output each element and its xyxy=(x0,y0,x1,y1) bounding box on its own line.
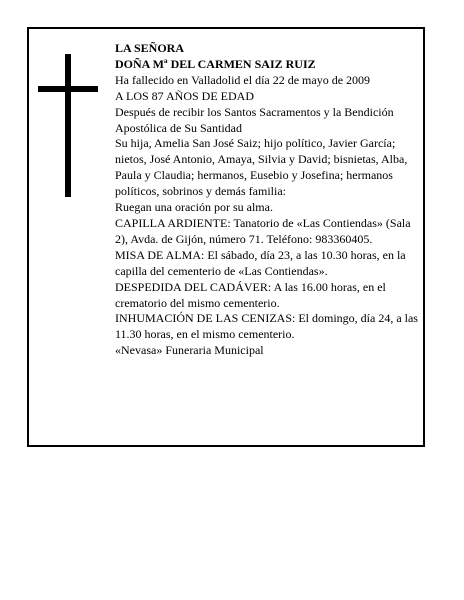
chapel-label: CAPILLA ARDIENTE: xyxy=(115,215,231,230)
chapel-paragraph xyxy=(115,216,425,248)
sacraments-line: Después de recibir los Santos Sacramentos y la Bendición Apostólica de Su Santidad xyxy=(115,104,394,135)
mass-paragraph xyxy=(115,248,425,280)
heading-title: LA SEÑORA xyxy=(115,41,185,55)
chapel-text: Tanatorio de «Las Contiendas» (Sala 2), Avda. de Gijón, número 71. Teléfono: 983360405. xyxy=(115,215,411,246)
age-line: A LOS 87 AÑOS DE EDAD xyxy=(115,88,255,103)
farewell-text: A las 16.00 horas, en el crematorio del mismo cementerio. xyxy=(115,279,386,310)
farewell-paragraph xyxy=(115,280,425,312)
mass-text: El sábado, día 23, a las 10.30 horas, en la capilla del cementerio de «Las Contiendas». xyxy=(115,247,406,278)
prayer-line: Ruegan una oración por su alma. xyxy=(115,200,273,215)
family-line: Su hija, Amelia San José Saiz; hijo político, Javier García; nietos, José Antonio, Amaya, Silvia y David; bisnietas, Alba, Paula y Claudia; hermanos, Eusebio y Josefina; hermanos políticos, sobrinos y demás familia: xyxy=(115,136,408,199)
death-line: Ha fallecido en Valladolid el día 22 de mayo de 2009 xyxy=(115,72,371,87)
cross-horizontal-bar xyxy=(38,86,98,92)
deceased-name: DOÑA Mª DEL CARMEN SAIZ RUIZ xyxy=(115,56,316,71)
cross-vertical-bar xyxy=(65,54,71,197)
burial-paragraph xyxy=(115,311,425,343)
cross-icon xyxy=(38,54,98,197)
funeral-home: «Nevasa» Funeraria Municipal xyxy=(115,343,264,358)
burial-text: El domingo, día 24, a las 11.30 horas, en el mismo cementerio. xyxy=(115,311,418,342)
burial-label: INHUMACIÓN DE LAS CENIZAS: xyxy=(115,311,296,326)
farewell-label: DESPEDIDA DEL CADÁVER: xyxy=(115,279,272,294)
obituary-text xyxy=(115,41,425,359)
mass-label: MISA DE ALMA: xyxy=(115,247,205,262)
